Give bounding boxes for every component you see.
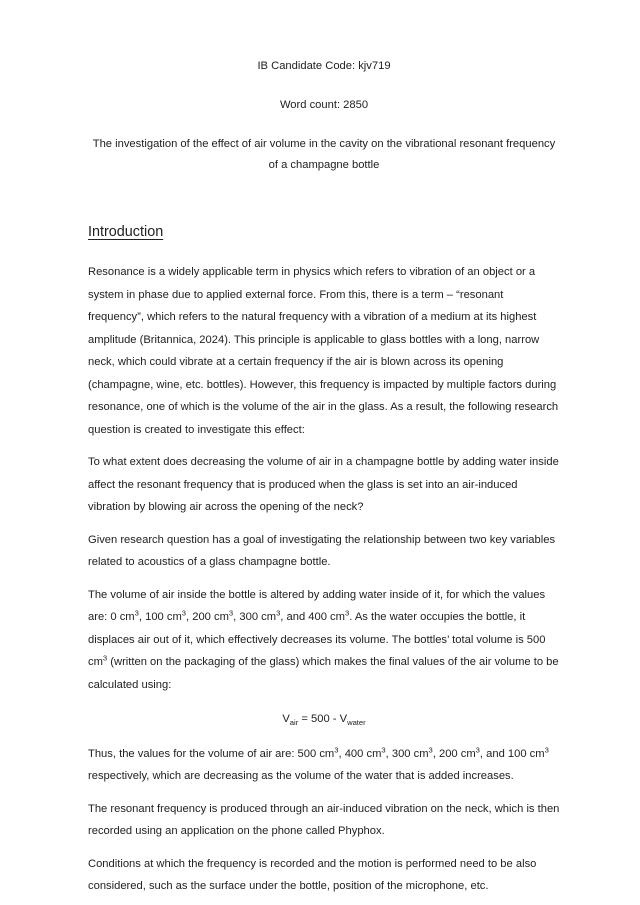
formula-air-volume: [88, 708, 560, 731]
title-body-spacer: [88, 175, 560, 221]
water-volumes-text-part4: , 300 cm: [233, 611, 277, 623]
air-volumes-text-part3: , 300 cm: [385, 747, 429, 760]
superscript-cubed-5: 3: [344, 608, 350, 618]
document-title: The investigation of the effect of air volume in the cavity on the vibrational resonant frequency of a champagne bottle: [92, 138, 556, 171]
air-volumes-text-part6: respectively, which are decreasing as the volume of the water that is added increases.: [88, 770, 514, 782]
air-volumes-text-part4: , 200 cm: [432, 747, 476, 760]
air-volumes-text-part2: , 400 cm: [338, 747, 382, 760]
air-volumes-text-part5: , and 100 cm: [479, 747, 545, 760]
water-volumes-text-part1: The volume of air inside the bottle is altered by adding water inside of it, for which the values are: 0 cm: [88, 588, 546, 623]
water-volumes-text-part7: (written on the packaging of the glass) which makes the final values of the air volume to be calculated using:: [88, 656, 559, 691]
word-count-line: Word count: 2850: [279, 99, 369, 111]
result-superscript-cubed-1: 3: [334, 744, 339, 754]
paragraph-phyphox-recording: The resonant frequency is produced through an air-induced vibration on the neck, which is then recorded using an application on the phone called Phyphox.: [88, 802, 560, 837]
paragraph-key-variables: Given research question has a goal of investigating the relationship between two key variables related to acoustics of a glass champagne bottle.: [88, 533, 556, 568]
front-matter: [88, 56, 560, 175]
water-volumes-text-part3: , 200 cm: [186, 611, 229, 623]
paragraph-conditions: Conditions at which the frequency is recorded and the motion is performed need to be also considered, such as the surface under the bottle, position of the microphone, etc.: [88, 857, 537, 892]
air-volumes-text-part1: Thus, the values for the volume of air are: 500 cm: [88, 747, 335, 760]
water-volumes-text-part2: , 100 cm: [138, 611, 182, 623]
superscript-cubed-2: 3: [181, 608, 187, 618]
result-superscript-cubed-4: 3: [475, 744, 480, 754]
superscript-cubed-4: 3: [276, 608, 281, 618]
formula-subscript-air: air: [289, 718, 299, 728]
water-volumes-text-part6: . As the water occupies the bottle, it displaces air out of it, which effectively decreases its volume. The bottles’ total volume is 500 cm: [88, 611, 546, 668]
superscript-cubed-1: 3: [134, 608, 139, 618]
formula-equals-expression: = 500 - V: [298, 713, 348, 725]
introduction-heading-wrap: [88, 221, 560, 261]
result-superscript-cubed-5: 3: [544, 744, 549, 754]
formula-v-symbol: V: [282, 713, 290, 725]
paragraph-air-volumes-result: [88, 743, 560, 788]
candidate-code-line: IB Candidate Code: kjv719: [257, 60, 391, 72]
superscript-cubed-3: 3: [228, 608, 234, 618]
formula-subscript-water: water: [347, 718, 366, 728]
water-volumes-text-part5: , and 400 cm: [280, 611, 345, 623]
paragraph-resonance-definition: Resonance is a widely applicable term in physics which refers to vibration of an object or a system in phase due to applied external force. From this, there is a term – “resonant frequency”, which refers to the natural frequency with a vibration of a medium at its highest amplitude (Britannica, 2024). This principle is applicable to glass bottles with a long, narrow neck, which could vibrate at a certain frequency if the air is blown across its opening (champagne, wine, etc. bottles). However, this frequency is impacted by multiple factors during resonance, one of which is the volume of the air in the glass. As a result, the following research question is created to investigate this effect:: [88, 266, 559, 436]
result-superscript-cubed-2: 3: [381, 744, 386, 754]
section-heading-introduction: Introduction: [88, 224, 164, 240]
result-superscript-cubed-3: 3: [428, 744, 433, 754]
paragraph-water-volumes: [88, 584, 560, 697]
superscript-cubed-6: 3: [102, 653, 108, 663]
paragraph-research-question: To what extent does decreasing the volume of air in a champagne bottle by adding water inside affect the resonant frequency that is produced when the glass is set into an air-induced vibration by blowing air across the opening of the neck?: [88, 456, 559, 513]
